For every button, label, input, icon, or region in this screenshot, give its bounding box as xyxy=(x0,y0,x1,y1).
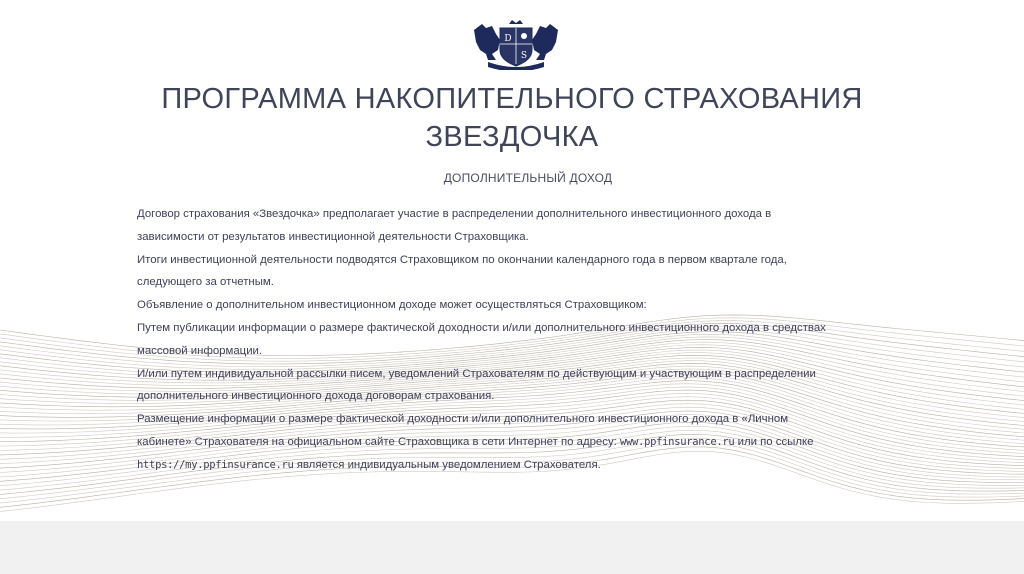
body-line: зависимости от результатов инвестиционной деятельности Страховщика. xyxy=(137,230,529,243)
page-title-line-1: ПРОГРАММА НАКОПИТЕЛЬНОГО СТРАХОВАНИЯ xyxy=(161,83,863,115)
body-line: следующего за отчетным. xyxy=(137,276,274,289)
body-line: Договор страхования «Звездочка» предполагает участие в распределении дополнительного инвестиционного дохода в xyxy=(137,208,772,220)
body-line-with-url xyxy=(137,454,897,477)
body-text xyxy=(137,203,897,477)
body-line: дополнительного инвестиционного дохода договорам страхования. xyxy=(137,390,495,403)
body-line: Итоги инвестиционной деятельности подводятся Страховщиком по окончании календарного года в первом квартале года, xyxy=(137,253,787,266)
body-text-fragment: или по ссылке xyxy=(734,435,814,448)
body-line-with-url xyxy=(137,431,897,454)
body-text-fragment: кабинете» Страхователя на официальном сайте Страховщика в сети Интернет по адресу: xyxy=(137,435,620,448)
body-text-fragment: является индивидуальным уведомлением Страхователя. xyxy=(293,458,601,471)
logo-letter-s: S xyxy=(520,51,528,61)
website-url-text: www.ppfinsurance.ru xyxy=(620,435,735,448)
ds-consulting-crest-icon xyxy=(470,20,562,70)
section-subtitle: ДОПОЛНИТЕЛЬНЫЙ ДОХОД xyxy=(443,171,613,185)
body-line: И/или путем индивидуальной рассылки писем, уведомлений Страхователям по действующим и участвующим в распределении xyxy=(137,367,816,380)
body-line: Объявление о дополнительном инвестиционном доходе может осуществляться Страховщиком: xyxy=(137,299,647,312)
body-line: Путем публикации информации о размере фактической доходности и/или дополнительного инвестиционного дохода в средствах xyxy=(137,321,826,334)
page-title xyxy=(0,80,1024,156)
cabinet-url-text: https://my.ppfinsurance.ru xyxy=(137,458,294,471)
logo-letter-d: D xyxy=(504,34,512,44)
body-line: массовой информации. xyxy=(137,344,263,357)
body-line: Размещение информации о размере фактической доходности и/или дополнительного инвестиционного дохода в «Личном xyxy=(137,413,789,426)
page-title-line-2: ЗВЕЗДОЧКА xyxy=(425,121,599,153)
